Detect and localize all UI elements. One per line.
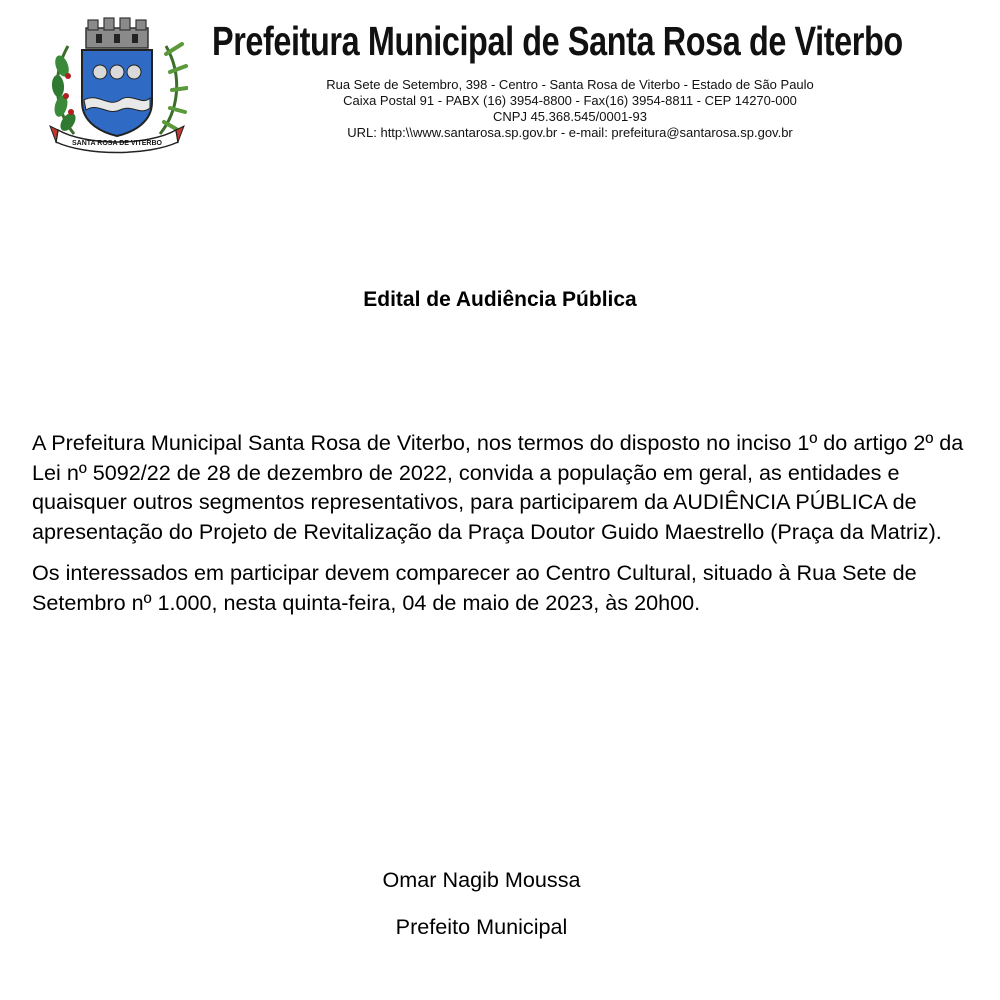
svg-text:SANTA ROSA DE VITERBO: SANTA ROSA DE VITERBO [72,140,162,147]
municipal-coat-of-arms-icon [46,14,188,156]
letterhead [0,0,1000,160]
signatory-name: Omar Nagib Moussa [382,867,581,892]
letterhead-contact-block [280,77,860,141]
document-title: Edital de Audiência Pública [363,288,637,311]
letterhead-url: URL: http:\\www.santarosa.sp.gov.br - e-mail: prefeitura@santarosa.sp.gov.br [347,125,793,140]
letterhead-title: Prefeitura Municipal de Santa Rosa de Viterbo [212,18,903,64]
body-paragraph: A Prefeitura Municipal Santa Rosa de Viterbo, nos termos do disposto no inciso 1º do artigo 2º da Lei nº 5092/22 de 28 de dezembro de 2022, convida a população em geral, as entidades e quaisquer outros segmentos representativos, para participarem da AUDIÊNCIA PÚBLICA de apresentação do Projeto de Revitalização da Praça Doutor Guido Maestrello (Praça da Matriz). [32,430,964,544]
signature-block [0,866,963,960]
letterhead-cnpj: CNPJ 45.368.545/0001-93 [493,109,647,124]
body-paragraph: Os interessados em participar devem comparecer ao Centro Cultural, situado à Rua Sete de Setembro nº 1.000, nesta quinta-feira, 04 de maio de 2023, às 20h00. [32,560,917,615]
document-body [32,428,972,629]
letterhead-phone: Caixa Postal 91 - PABX (16) 3954-8800 - Fax(16) 3954-8811 - CEP 14270-000 [343,93,797,108]
letterhead-address: Rua Sete de Setembro, 398 - Centro - Santa Rosa de Viterbo - Estado de São Paulo [326,77,814,92]
signatory-role: Prefeito Municipal [395,914,568,939]
